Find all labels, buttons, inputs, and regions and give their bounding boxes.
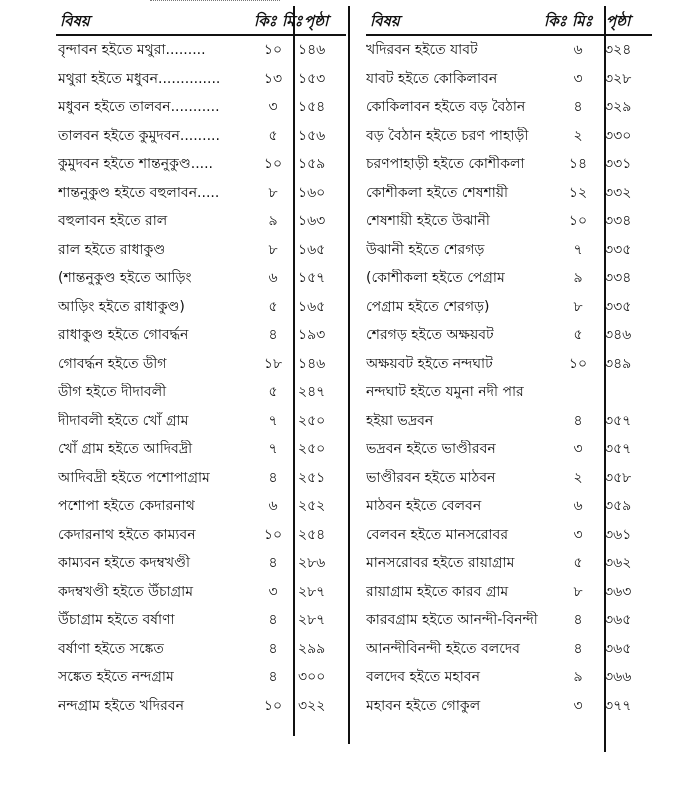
table-row xyxy=(56,692,346,721)
top-dotted-strip xyxy=(150,0,280,4)
route-subject: রাল হইতে রাধাকুণ্ড xyxy=(58,241,166,258)
route-subject: যাবট হইতে কোকিলাবন xyxy=(366,70,498,87)
route-km: ৫ xyxy=(268,384,278,400)
route-subject: কদম্বখণ্ডী হইতে উঁচাগ্রাম xyxy=(58,583,193,600)
route-page: ১৪৬ xyxy=(298,355,326,372)
route-km: ৮ xyxy=(573,298,583,315)
route-km: ১০ xyxy=(263,42,283,58)
route-page: ৩০০ xyxy=(298,669,326,685)
table-row xyxy=(56,464,346,493)
route-subject: আড়িং হইতে রাধাকুণ্ড) xyxy=(58,298,185,315)
table-row xyxy=(56,549,346,578)
right-table xyxy=(366,6,652,720)
route-subject: মথুরা হইতে মধুবন.............. xyxy=(58,70,221,87)
route-page: ৩৬১ xyxy=(604,526,632,543)
table-row xyxy=(56,93,346,122)
route-page: ৩৭৭ xyxy=(604,697,632,714)
route-subject: খদিরবন হইতে যাবট xyxy=(366,42,478,58)
table-row xyxy=(366,521,652,550)
route-subject: বর্ষাণা হইতে সঙ্কেত xyxy=(58,640,164,657)
table-row xyxy=(56,36,346,65)
route-page: ৩৪৬ xyxy=(604,327,632,343)
route-km: ৩ xyxy=(573,697,583,714)
table-row xyxy=(366,179,652,208)
route-km: ৯ xyxy=(268,213,278,229)
route-page: ৩৬৫ xyxy=(604,612,632,628)
route-subject: অক্ষয়বট হইতে নন্দঘাট xyxy=(366,355,493,372)
table-row xyxy=(366,65,652,94)
route-page: ৩৩৪ xyxy=(604,213,632,229)
route-subject: মধুবন হইতে তালবন........... xyxy=(58,99,220,115)
table-row xyxy=(366,350,652,379)
route-page: ১৪৬ xyxy=(298,42,326,58)
route-km: ২ xyxy=(573,127,583,144)
route-subject: কোশীকলা হইতে শেষশায়ী xyxy=(366,184,509,201)
table-row xyxy=(366,407,652,436)
table-row xyxy=(366,378,652,407)
route-subject: কোকিলাবন হইতে বড় বৈঠান xyxy=(366,99,526,115)
table-row xyxy=(366,293,652,322)
header-page: পৃষ্ঠা xyxy=(304,12,329,30)
route-page: ৩২৮ xyxy=(604,70,632,87)
route-page: ১৫৭ xyxy=(298,270,326,286)
route-page: ৩৬২ xyxy=(604,555,632,571)
route-km: ১০ xyxy=(568,213,588,229)
route-km: ৫ xyxy=(268,298,278,315)
route-subject: ডীগ হইতে দীদাবলী xyxy=(58,384,167,400)
table-row xyxy=(366,578,652,607)
route-km: ১০ xyxy=(568,355,588,372)
table-row xyxy=(56,293,346,322)
table-row xyxy=(56,606,346,635)
route-subject: শেষশায়ী হইতে উঝানী xyxy=(366,213,490,229)
route-subject: বড় বৈঠান হইতে চরণ পাহাড়ী xyxy=(366,127,529,144)
route-subject: চরণপাহাড়ী হইতে কোশীকলা xyxy=(366,156,525,172)
table-row xyxy=(366,435,652,464)
table-row xyxy=(366,606,652,635)
header-subject: বিষয় xyxy=(60,12,90,30)
route-subject: রাধাকুণ্ড হইতে গোবর্দ্ধন xyxy=(58,327,189,343)
route-page: ২৫২ xyxy=(298,498,326,514)
table-row xyxy=(56,65,346,94)
route-km: ৩ xyxy=(268,583,278,600)
table-row xyxy=(366,207,652,236)
route-km: ৪ xyxy=(268,469,278,486)
route-subject: কারবগ্রাম হইতে আনন্দী-বিনন্দী xyxy=(366,612,538,628)
table-row xyxy=(366,36,652,65)
route-page: ১৬০ xyxy=(298,184,326,201)
route-subject: গোবর্দ্ধন হইতে ডীগ xyxy=(58,355,167,372)
route-page: ২৯৯ xyxy=(298,640,326,657)
route-subject: ভদ্রবন হইতে ভাণ্ডীরবন xyxy=(366,441,496,457)
route-km: ৭ xyxy=(268,412,278,429)
route-page: ২৮৬ xyxy=(298,555,326,571)
route-km: ১০ xyxy=(263,526,283,543)
route-subject: কাম্যবন হইতে কদম্বখণ্ডী xyxy=(58,555,190,571)
route-subject: ভাণ্ডীরবন হইতে মাঠবন xyxy=(366,469,496,486)
table-row xyxy=(366,122,652,151)
route-page: ১৫৩ xyxy=(298,70,326,87)
table-row xyxy=(56,378,346,407)
route-page: ২৫১ xyxy=(298,469,326,486)
route-subject: নন্দগ্রাম হইতে খদিরবন xyxy=(58,697,184,714)
route-page: ৩৫৭ xyxy=(604,412,632,429)
route-page: ৩৫৭ xyxy=(604,441,632,457)
route-km: ৬ xyxy=(268,498,278,514)
table-row xyxy=(366,264,652,293)
table-row xyxy=(56,407,346,436)
route-page: ৩৪৯ xyxy=(604,355,632,372)
left-table xyxy=(56,6,346,720)
right-table-header xyxy=(366,6,652,36)
route-page: ৩৫৮ xyxy=(604,469,632,486)
table-row xyxy=(56,150,346,179)
route-km: ৩ xyxy=(573,441,583,457)
route-km: ১৪ xyxy=(568,156,588,172)
route-subject: শেরগড় হইতে অক্ষয়বট xyxy=(366,327,494,343)
route-km: ৮ xyxy=(573,583,583,600)
route-km: ৭ xyxy=(268,441,278,457)
route-subject: (কোশীকলা হইতে পেগ্রাম xyxy=(366,270,505,286)
route-subject: কেদারনাথ হইতে কাম্যবন xyxy=(58,526,196,543)
route-km: ৮ xyxy=(268,184,278,201)
route-subject: পশোপা হইতে কেদারনাথ xyxy=(58,498,195,514)
route-subject: সঙ্কেত হইতে নন্দগ্রাম xyxy=(58,669,174,685)
table-row xyxy=(366,692,652,721)
route-km: ৬ xyxy=(573,42,583,58)
route-km: ৭ xyxy=(573,241,583,258)
route-subject: আদিবদ্রী হইতে পশোপাগ্রাম xyxy=(58,469,210,486)
route-km: ৪ xyxy=(573,640,583,657)
left-table-header xyxy=(56,6,346,36)
route-subject: উঁচাগ্রাম হইতে বর্ষাণা xyxy=(58,612,175,628)
route-subject: বৃন্দাবন হইতে মথুরা......... xyxy=(58,42,206,58)
header-subject: বিষয় xyxy=(370,12,400,30)
route-page: ২৪৭ xyxy=(298,384,326,400)
table-row xyxy=(56,350,346,379)
route-km: ৪ xyxy=(573,612,583,628)
table-row xyxy=(366,150,652,179)
route-subject: দীদাবলী হইতে খোঁ গ্রাম xyxy=(58,412,189,429)
route-page: ৩৩১ xyxy=(604,156,632,172)
table-row xyxy=(366,492,652,521)
header-km: কিঃ মিঃ xyxy=(544,12,593,30)
column-divider-rule xyxy=(348,6,350,744)
route-page: ১৬৫ xyxy=(298,241,326,258)
route-page: ৩৬৩ xyxy=(604,583,632,600)
table-row xyxy=(366,93,652,122)
table-row xyxy=(366,663,652,692)
route-page: ৩৩০ xyxy=(604,127,632,144)
route-km: ৩ xyxy=(573,70,583,87)
table-row xyxy=(56,635,346,664)
route-km: ১০ xyxy=(263,156,283,172)
route-km: ৩ xyxy=(268,99,278,115)
header-page: পৃষ্ঠা xyxy=(606,12,631,30)
route-subject: উঝানী হইতে শেরগড় xyxy=(366,241,485,258)
route-page: ১৫৪ xyxy=(298,99,326,115)
route-km: ৫ xyxy=(268,127,278,144)
route-km: ৫ xyxy=(573,555,583,571)
route-subject: বলদেব হইতে মহাবন xyxy=(366,669,481,685)
route-page: ৩২২ xyxy=(298,697,326,714)
table-row xyxy=(56,264,346,293)
route-subject: (শান্তনুকুণ্ড হইতে আড়িং xyxy=(58,270,192,286)
header-km: কিঃ মিঃ xyxy=(254,12,303,30)
route-km: ৪ xyxy=(268,555,278,571)
route-km: ২ xyxy=(573,469,583,486)
route-subject: শান্তনুকুণ্ড হইতে বহুলাবন..... xyxy=(58,184,220,201)
route-page: ৩২৯ xyxy=(604,99,632,115)
route-km: ৪ xyxy=(268,327,278,343)
route-subject: পেগ্রাম হইতে শেরগড়) xyxy=(366,298,490,315)
table-row xyxy=(366,549,652,578)
route-km: ৪ xyxy=(573,412,583,429)
route-subject: হইয়া ভদ্রবন xyxy=(366,412,434,429)
route-subject: খোঁ গ্রাম হইতে আদিবদ্রী xyxy=(58,441,193,457)
route-km: ৩ xyxy=(573,526,583,543)
table-row xyxy=(366,635,652,664)
route-page: ২৮৭ xyxy=(298,612,326,628)
route-km: ১৮ xyxy=(263,355,283,372)
route-page: ১৬৫ xyxy=(298,298,326,315)
route-subject: রায়াগ্রাম হইতে কারব গ্রাম xyxy=(366,583,509,600)
route-page: ১৫৯ xyxy=(298,156,326,172)
route-subject: তালবন হইতে কুমুদবন......... xyxy=(58,127,220,144)
table-row xyxy=(56,578,346,607)
route-km: ৮ xyxy=(268,241,278,258)
route-page: ৩৩২ xyxy=(604,184,632,201)
route-page: ৩৩৪ xyxy=(604,270,632,286)
table-row xyxy=(56,663,346,692)
route-subject: নন্দঘাট হইতে যমুনা নদী পার xyxy=(366,384,524,400)
route-page: ১৬৩ xyxy=(298,213,326,229)
route-page: ৩৩৫ xyxy=(604,298,632,315)
table-row xyxy=(56,179,346,208)
route-km: ৬ xyxy=(573,498,583,514)
table-row xyxy=(56,236,346,265)
route-page: ৩৫৯ xyxy=(604,498,632,514)
route-page: ২৮৭ xyxy=(298,583,326,600)
route-page: ২৫৪ xyxy=(298,526,326,543)
route-subject: মহাবন হইতে গোকুল xyxy=(366,697,481,714)
route-subject: আনন্দীবিনন্দী হইতে বলদেব xyxy=(366,640,520,657)
route-km: ৫ xyxy=(573,327,583,343)
route-subject: বেলবন হইতে মানসরোবর xyxy=(366,526,509,543)
table-row xyxy=(56,492,346,521)
route-km: ৪ xyxy=(573,99,583,115)
table-row xyxy=(366,464,652,493)
route-page: ৩২৪ xyxy=(604,42,632,58)
table-row xyxy=(56,122,346,151)
route-page: ২৫০ xyxy=(298,441,326,457)
route-page: ২৫০ xyxy=(298,412,326,429)
route-km: ১২ xyxy=(568,184,588,201)
route-km: ৯ xyxy=(573,270,583,286)
route-page: ৩৬৫ xyxy=(604,640,632,657)
route-page: ১৫৬ xyxy=(298,127,326,144)
route-subject: কুমুদবন হইতে শান্তনুকুণ্ড..... xyxy=(58,156,214,172)
route-page: ৩৬৬ xyxy=(604,669,632,685)
route-subject: বহুলাবন হইতে রাল xyxy=(58,213,168,229)
table-row xyxy=(366,321,652,350)
left-table-rows xyxy=(56,36,346,720)
route-subject: মাঠবন হইতে বেলবন xyxy=(366,498,482,514)
route-km: ৬ xyxy=(268,270,278,286)
right-table-rows xyxy=(366,36,652,720)
table-row xyxy=(56,435,346,464)
route-subject: মানসরোবর হইতে রায়াগ্রাম xyxy=(366,555,515,571)
route-km: ৯ xyxy=(573,669,583,685)
route-km: ১০ xyxy=(263,697,283,714)
table-row xyxy=(56,521,346,550)
route-km: ৪ xyxy=(268,669,278,685)
route-page: ৩৩৫ xyxy=(604,241,632,258)
route-km: ৪ xyxy=(268,612,278,628)
route-km: ১৩ xyxy=(263,70,283,87)
table-row xyxy=(56,207,346,236)
table-row xyxy=(56,321,346,350)
table-row xyxy=(366,236,652,265)
route-km: ৪ xyxy=(268,640,278,657)
route-page: ১৯৩ xyxy=(298,327,326,343)
